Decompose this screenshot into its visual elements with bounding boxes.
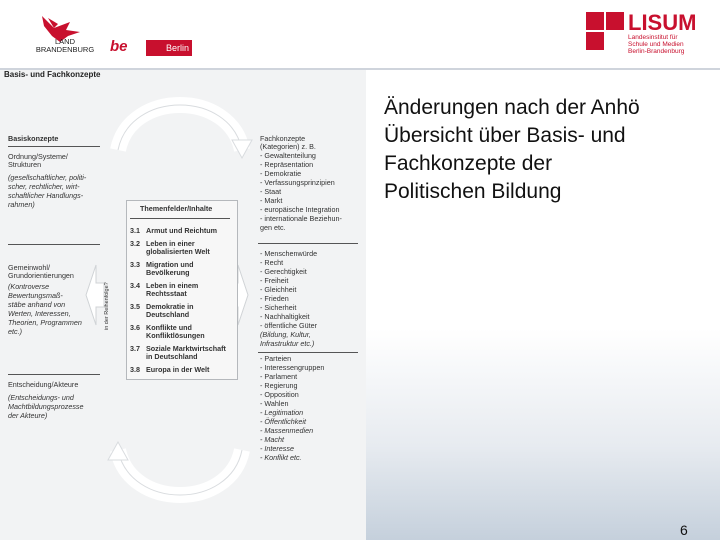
left-vertical-label: in der Reihenfolge?	[104, 282, 110, 330]
fach-divider-1	[258, 243, 358, 244]
lisum-subtitle: Landesinstitut für Schule und Medien Berlin-Brandenburg	[628, 34, 685, 55]
fach-divider-2	[258, 352, 358, 353]
header: LAND BRANDENBURG be Berlin LISUM Landesinstitut für Schule und Medien Berlin-Brandenburg	[0, 0, 720, 68]
page-number: 6	[680, 522, 688, 538]
basis-divider-3	[8, 374, 100, 375]
lisum-mark-icon	[586, 12, 624, 52]
brandenburg-logo-text: LAND BRANDENBURG	[35, 37, 95, 54]
basis-divider-2	[8, 244, 100, 245]
themen-divider	[130, 218, 230, 219]
basis-divider	[8, 146, 100, 147]
basis-heading: Basiskonzepte	[8, 134, 59, 143]
figure-title: Basis- und Fachkonzepte	[4, 70, 101, 79]
slide-title: Änderungen nach der Anhö Übersicht über Basis- und Fachkonzepte der Politischen Bildung	[384, 96, 640, 203]
themen-heading: Themenfelder/Inhalte	[140, 204, 213, 213]
basis-entscheidung: Entscheidung/Akteure	[8, 380, 79, 389]
